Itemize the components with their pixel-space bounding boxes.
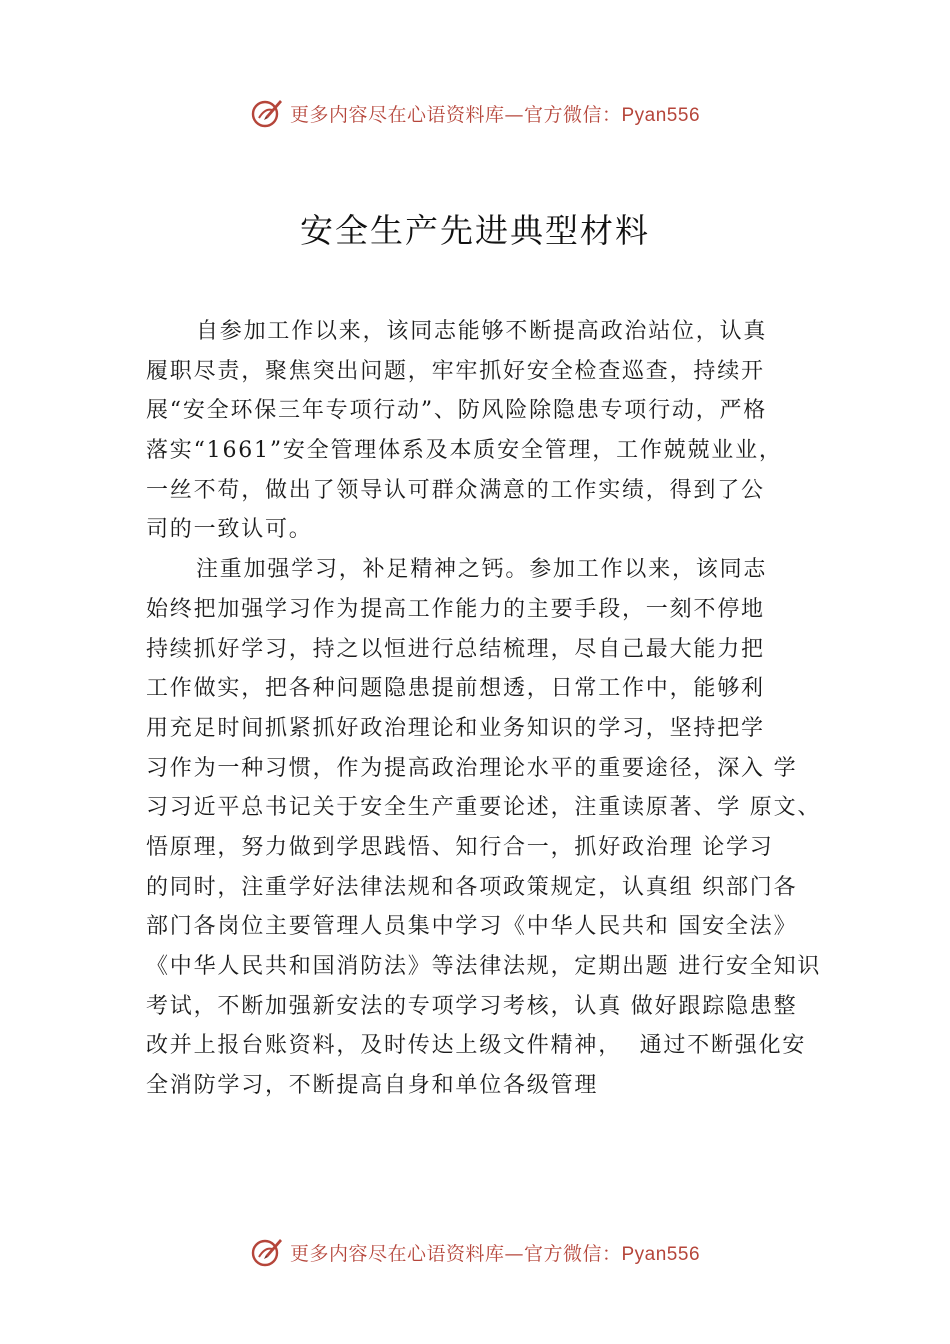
banner-text [290, 1239, 700, 1266]
text-line: 注重加强学习，补足精神之钙。参加工作以来，该同志 [196, 557, 768, 583]
text-line: 司的一致认可。 [146, 517, 313, 543]
text-line: 改并上报台账资料，及时传达上级文件精神， 通过不断强化安 [146, 1033, 807, 1059]
wechat-id: Pyan556 [621, 1243, 701, 1265]
text-line: 自参加工作以来，该同志能够不断提高政治站位，认真 [196, 319, 768, 344]
text-line: 始终把加强学习作为提高工作能力的主要手段，一刻不停地 [146, 596, 765, 622]
banner-label: 更多内容尽在心语资料库—官方微信： [289, 1242, 622, 1265]
text-line: 持续抓好学习，持之以恒进行总结梳理，尽自己最大能力把 [146, 636, 765, 662]
text-line: 落实“1661”安全管理体系及本质安全管理，工作兢兢业业， [146, 438, 783, 464]
text-line: 履职尽责，聚焦突出问题，牢牢抓好安全检查巡查，持续开 [146, 358, 765, 384]
footer-banner [0, 1232, 950, 1272]
pen-logo-icon [250, 1235, 284, 1269]
text-line: 全消防学习，不断提高自身和单位各级管理 [146, 1073, 599, 1099]
text-line: 用充足时间抓紧抓好政治理论和业务知识的学习，坚持把学 [146, 715, 765, 741]
banner-text [290, 100, 700, 127]
banner-label: 更多内容尽在心语资料库—官方微信： [289, 103, 622, 126]
text-line: 习习近平总书记关于安全生产重要论述，注重读原著、学 原文、 [146, 795, 822, 821]
text-line: 部门各岗位主要管理人员集中学习《中华人民共和 国安全法》 [146, 914, 798, 940]
pen-logo-icon [250, 96, 284, 130]
text-line: 一丝不苟，做出了领导认可群众满意的工作实绩，得到了公 [146, 477, 765, 503]
wechat-id: Pyan556 [621, 104, 701, 126]
text-line: 考试，不断加强新安法的专项学习考核，认真 做好跟踪隐患整 [146, 993, 798, 1019]
text-line: 展“安全环保三年专项行动”、防风险除隐患专项行动，严格 [146, 398, 768, 424]
text-line: 的同时，注重学好法律法规和各项政策规定，认真组 织部门各 [146, 874, 798, 900]
text-line: 工作做实，把各种问题隐患提前想透，日常工作中，能够利 [146, 676, 765, 702]
text-line: 《中华人民共和国消防法》等法律法规，定期出题 进行安全知识 [146, 954, 822, 979]
text-line: 悟原理，努力做到学思践悟、知行合一，抓好政治理 论学习 [146, 834, 774, 860]
header-banner [0, 93, 950, 133]
document-title: 安全生产先进典型材料 [300, 211, 650, 250]
text-line: 习作为一种习惯，作为提高政治理论水平的重要途径，深入 学 [146, 755, 798, 781]
document-body [146, 312, 846, 1106]
